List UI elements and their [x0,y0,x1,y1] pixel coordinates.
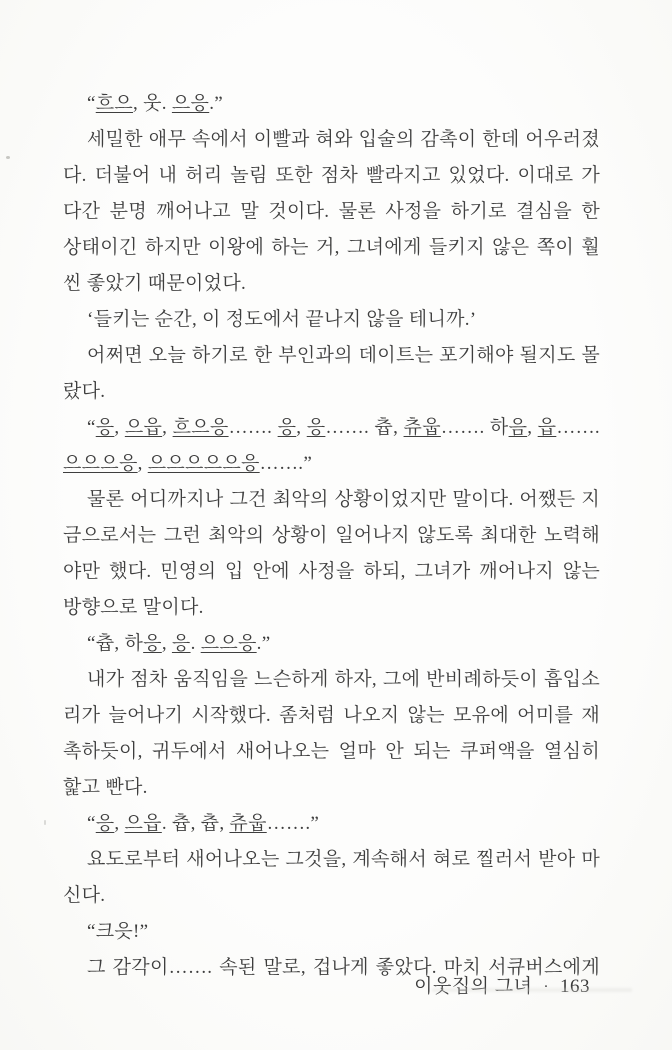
text-segment: . 츕, 츕, [161,813,230,834]
text-segment: “ [87,93,96,114]
text-line [63,842,600,878]
underlined-moan-text: 응 [277,417,297,438]
underlined-moan-text: 츄웁 [229,813,267,834]
text-line [63,806,600,842]
text-segment: 씬 좋았기 때문이었다. [63,273,247,294]
text-line [63,266,600,302]
underlined-moan-text: 응 [95,813,115,834]
underlined-moan-text: 흐으 [95,93,134,114]
text-line [63,158,600,194]
text-segment: , 웃. [133,93,172,114]
text-segment: “ [87,813,96,834]
text-line [63,410,600,446]
text-segment: 리가 늘어나기 시작했다. 좀처럼 나오지 않는 모유에 어미를 재 [63,705,600,726]
underlined-moan-text: 으으으으으응 [147,453,260,474]
underlined-moan-text: 으읍 [124,417,163,438]
text-segment: ‘들키는 순간, 이 정도에서 끝나지 않을 테니까.’ [87,309,477,330]
text-segment: 야만 했다. 민영의 입 안에 사정을 하되, 그녀가 깨어나지 않는 [63,561,600,582]
text-line [63,734,600,770]
text-segment: “츕, 하 [87,633,144,654]
underlined-moan-text: 응 [171,633,191,654]
text-segment: .” [256,633,271,654]
text-segment: , [114,417,125,438]
text-line [63,626,600,662]
text-segment: 핥고 빤다. [63,777,148,798]
text-segment: 랐다. [63,381,106,402]
text-segment: 방향으로 말이다. [63,597,204,618]
underlined-moan-text: 읍 [537,417,557,438]
underlined-moan-text: 으으응 [200,633,257,654]
text-line [63,302,600,338]
text-line [63,482,600,518]
text-line [63,878,600,914]
underlined-moan-text: 으읍 [124,813,162,834]
text-segment: 요도로부터 새어나오는 그것을, 계속해서 혀로 찔러서 받아 마 [87,849,600,870]
text-block [63,86,600,986]
text-line [63,446,600,482]
book-title: 이웃집의 그녀 [414,976,533,997]
text-segment: …….” [266,813,320,834]
underlined-moan-text: 음 [508,417,528,438]
scan-speck [6,156,10,159]
text-segment: 세밀한 애무 속에서 이빨과 혀와 입술의 감촉이 한데 어우러졌 [87,129,600,150]
page-number: 163 [560,976,590,997]
text-segment: 상태이긴 하지만 이왕에 하는 거, 그녀에게 들키지 않은 쪽이 훨 [63,237,600,258]
text-line [63,338,600,374]
text-segment: ……. 츕, [325,417,404,438]
text-segment: “ [87,417,96,438]
scan-speck [44,820,46,825]
text-segment: , [161,633,172,654]
text-segment: ……. 하 [440,417,509,438]
underlined-moan-text: 응 [306,417,326,438]
text-segment: …….” [259,453,313,474]
text-line [63,770,600,806]
text-segment: 내가 점차 움직임을 느슨하게 하자, 그에 반비례하듯이 흡입소 [87,669,600,690]
text-segment: , [296,417,307,438]
underlined-moan-text: 으응 [171,93,210,114]
text-line [63,230,600,266]
underlined-moan-text: 응 [95,417,115,438]
page-footer [414,971,590,998]
text-segment: ……. [228,417,278,438]
text-line [63,518,600,554]
text-line [63,374,600,410]
text-segment: .” [209,93,224,114]
underlined-moan-text: 응 [143,633,162,654]
text-segment: 어쩌면 오늘 하기로 한 부인과의 데이트는 포기해야 될지도 몰 [87,345,600,366]
text-segment: 금으로서는 그런 최악의 상황이 일어나지 않도록 최대한 노력해 [63,525,600,546]
text-segment: . [190,633,201,654]
text-segment: 신다. [63,885,106,906]
text-segment: , [527,417,538,438]
underlined-moan-text: 츄웁 [403,417,441,438]
text-segment: ……. [556,417,600,438]
text-segment: 그 감각이……. 속된 말로, 겁나게 좋았다. 마치 서큐버스에게 [87,957,600,978]
text-segment: 물론 어디까지나 그건 최악의 상황이었지만 말이다. 어쨌든 지 [87,489,600,510]
text-segment: , [114,813,125,834]
text-segment: , [162,417,173,438]
text-line [63,590,600,626]
text-segment: “크읏!” [87,921,149,942]
text-segment: , [137,453,148,474]
text-segment: 촉하듯이, 귀두에서 새어나오는 얼마 안 되는 쿠퍼액을 열심히 [63,741,600,762]
underlined-moan-text: 흐으응 [172,417,229,438]
text-line [63,698,600,734]
text-line [63,194,600,230]
text-segment: 다. 더불어 내 허리 놀림 또한 점차 빨라지고 있었다. 이대로 가 [63,165,600,186]
footer-separator: · [543,979,549,995]
text-segment: 다간 분명 깨어나고 말 것이다. 물론 사정을 하기로 결심을 한 [63,201,600,222]
text-line [63,122,600,158]
text-line [63,86,600,122]
underlined-moan-text: 으으으응 [63,453,138,474]
text-line [63,662,600,698]
text-line [63,554,600,590]
scan-showthrough [432,988,632,992]
text-line [63,914,600,950]
